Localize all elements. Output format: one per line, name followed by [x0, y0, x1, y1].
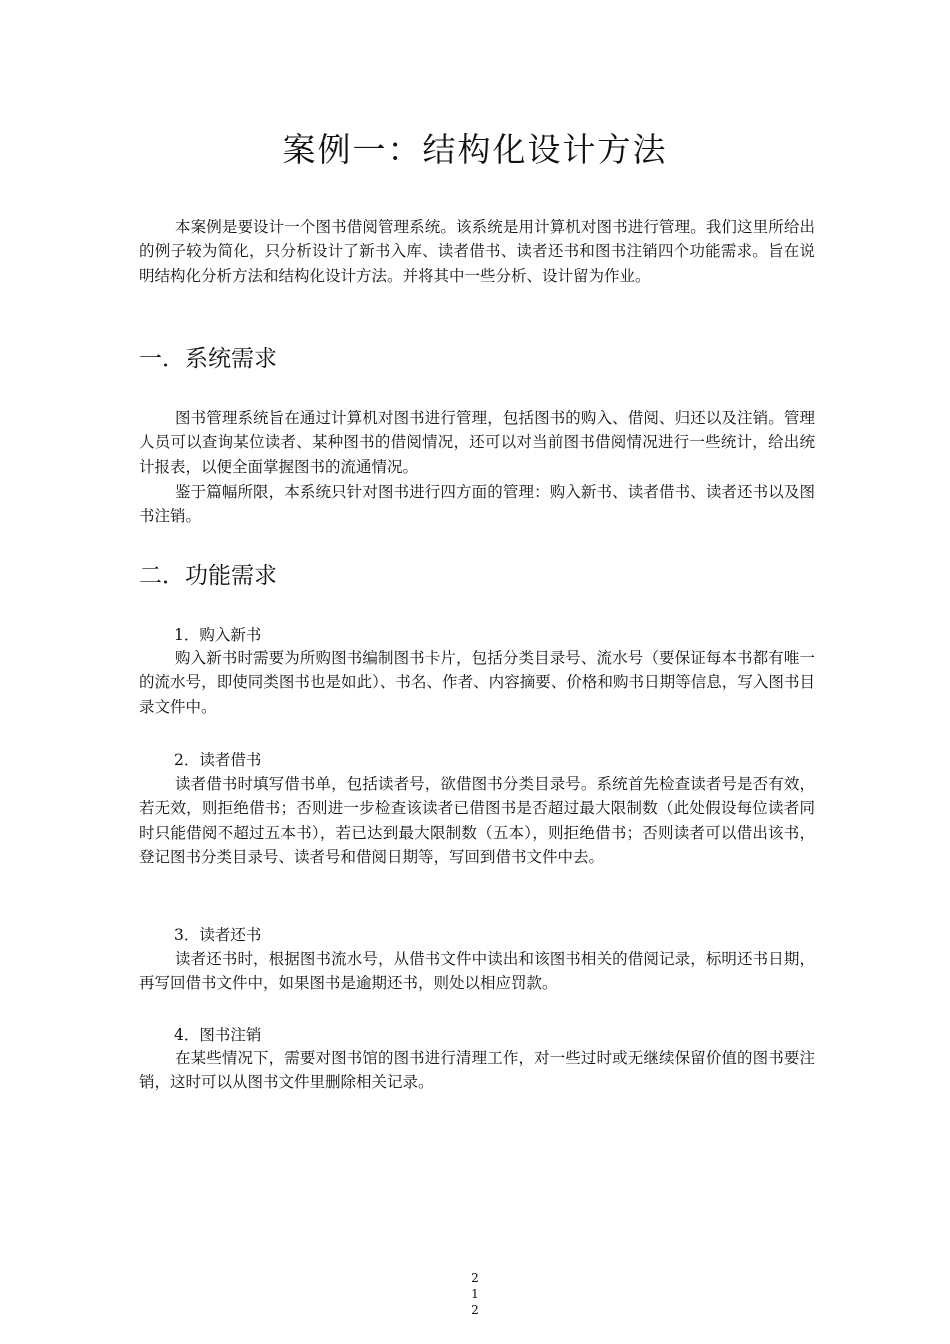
item-text-return: 读者还书时，根据图书流水号，从借书文件中读出和该图书相关的借阅记录，标明还书日期，再写回借书文件中，如果图书是逾期还书，则处以相应罚款。 — [139, 950, 815, 993]
page-number-digit: 2 — [471, 1303, 479, 1317]
intro-paragraph: 本案例是要设计一个图书借阅管理系统。该系统是用计算机对图书进行管理。我们这里所给出的例子较为简化，只分析设计了新书入库、读者借书、读者还书和图书注销四个功能需求。旨在说明结构化分析方法和结构化设计方法。并将其中一些分析、设计留为作业。 — [139, 218, 815, 285]
section1-paragraph-1: 图书管理系统旨在通过计算机对图书进行管理，包括图书的购入、借阅、归还以及注销。管理人员可以查询某位读者、某种图书的借阅情况，还可以对当前图书借阅情况进行一些统计，给出统计报表，以便全面掌握图书的流通情况。 — [139, 409, 815, 476]
item-label-cancel: 4．图书注销 — [174, 1026, 262, 1044]
item-label-purchase: 1．购入新书 — [174, 626, 262, 644]
item-text-cancel: 在某些情况下，需要对图书馆的图书进行清理工作，对一些过时或无继续保留价值的图书要注销，这时可以从图书文件里删除相关记录。 — [139, 1049, 815, 1092]
item-label-borrow: 2．读者借书 — [174, 751, 262, 769]
section-heading-system-requirements: 一．系统需求 — [139, 346, 277, 372]
item-label-return: 3．读者还书 — [174, 926, 262, 944]
page-title: 案例一：结构化设计方法 — [282, 130, 668, 169]
item-text-borrow: 读者借书时填写借书单，包括读者号，欲借图书分类目录号。系统首先检查读者号是否有效，若无效，则拒绝借书；否则进一步检查该读者已借图书是否超过最大限制数（此处假设每位读者同时只能借阅不超过五本书），若已达到最大限制数（五本），则拒绝借书；否则读者可以借出该书，登记图书分类目录号、读者号和借阅日期等，写回到借书文件中去。 — [139, 775, 815, 866]
page-number-digit: 1 — [471, 1287, 479, 1301]
page-number — [460, 1270, 490, 1318]
section-heading-functional-requirements: 二．功能需求 — [139, 563, 277, 589]
page-number-digit: 2 — [471, 1271, 479, 1285]
item-text-purchase: 购入新书时需要为所购图书编制图书卡片，包括分类目录号、流水号（要保证每本书都有唯一的流水号，即使同类图书也是如此）、书名、作者、内容摘要、价格和购书日期等信息，写入图书目录文件中。 — [139, 649, 815, 716]
section1-paragraph-2: 鉴于篇幅所限，本系统只针对图书进行四方面的管理：购入新书、读者借书、读者还书以及图书注销。 — [139, 483, 815, 526]
